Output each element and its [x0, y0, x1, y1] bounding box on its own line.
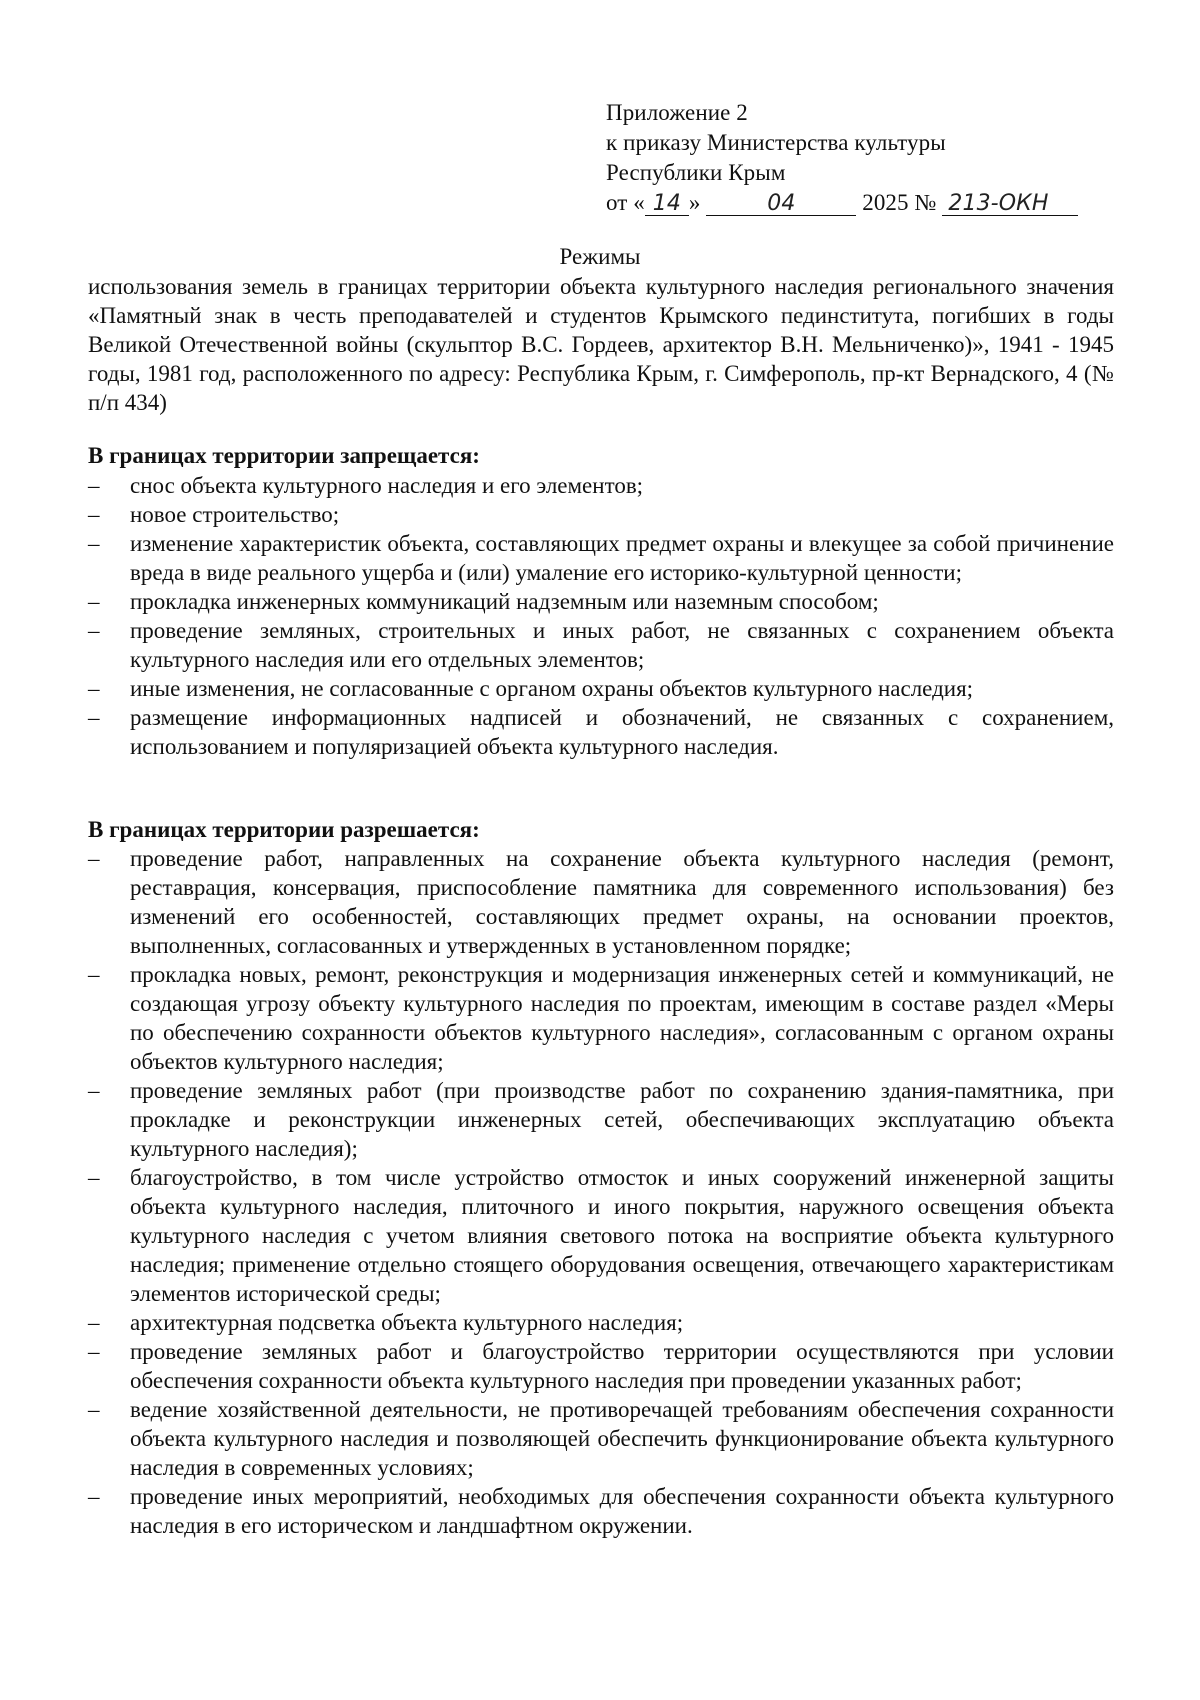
- handwritten-month: 04: [706, 193, 856, 216]
- list-item: [88, 1076, 1114, 1163]
- list-item: [88, 1482, 1114, 1540]
- list-item-text: благоустройство, в том числе устройство отмосток и иных сооружений инженерной защиты объекта культурного наследия, плиточного и иного покрытия, наружного освещения объекта культурного наследия с учетом влияния светового потока на восприятие объекта культурного наследия; применение отдельно стоящего оборудования освещения, отвечающего характеристикам элементов исторической среды;: [130, 1165, 1114, 1306]
- list-bullet: –: [88, 1078, 100, 1103]
- list-bullet: –: [88, 1339, 100, 1364]
- list-item: [88, 500, 1114, 529]
- order-reference: к приказу Министерства культуры: [606, 130, 946, 155]
- list-item-text: размещение информационных надписей и обозначений, не связанных с сохранением, использованием и популяризацией объекта культурного наследия.: [130, 705, 1114, 759]
- list-item-text: прокладка инженерных коммуникаций надземным или наземным способом;: [130, 589, 879, 614]
- list-item: [88, 844, 1114, 960]
- list-bullet: –: [88, 502, 100, 527]
- handwritten-day: 14: [645, 193, 689, 216]
- list-item: [88, 616, 1114, 674]
- list-item-text: проведение земляных работ и благоустройство территории осуществляются при условии обеспечения сохранности объекта культурного наследия при проведении указанных работ;: [130, 1339, 1114, 1393]
- list-item-text: архитектурная подсветка объекта культурного наследия;: [130, 1310, 684, 1335]
- allowed-heading: В границах территории разрешается:: [88, 817, 480, 842]
- list-bullet: –: [88, 618, 100, 643]
- list-item-text: снос объекта культурного наследия и его элементов;: [130, 473, 644, 498]
- list-item: [88, 674, 1114, 703]
- list-bullet: –: [88, 1165, 100, 1190]
- list-bullet: –: [88, 846, 100, 871]
- appendix-label: Приложение 2: [606, 100, 748, 125]
- ministry-region: Республики Крым: [606, 160, 786, 185]
- list-item: [88, 703, 1114, 761]
- list-item-text: проведение иных мероприятий, необходимых для обеспечения сохранности объекта культурного наследия в его историческом и ландшафтном окружении.: [130, 1484, 1114, 1538]
- list-bullet: –: [88, 676, 100, 701]
- list-item: [88, 471, 1114, 500]
- order-date-number: [606, 188, 1078, 218]
- appendix-header: [606, 98, 1078, 218]
- date-prefix: от «: [606, 190, 645, 215]
- list-item-text: проведение работ, направленных на сохранение объекта культурного наследия (ремонт, реставрация, консервация, приспособление памятника для современного использования) без изменений его особенностей, составляющих предмет охраны, на основании проектов, выполненных, согласованных и утвержденных в установленном порядке;: [130, 846, 1114, 958]
- list-item: [88, 587, 1114, 616]
- list-item-text: новое строительство;: [130, 502, 340, 527]
- list-bullet: –: [88, 962, 100, 987]
- year-text: 2025 №: [856, 190, 943, 215]
- list-bullet: –: [88, 1310, 100, 1335]
- forbidden-list: [88, 471, 1114, 761]
- day-suffix: »: [688, 190, 701, 215]
- list-item: [88, 960, 1114, 1076]
- list-bullet: –: [88, 531, 100, 556]
- document-title: Режимы: [559, 244, 641, 269]
- list-item-text: ведение хозяйственной деятельности, не противоречащей требованиям обеспечения сохранности объекта культурного наследия и позволяющей обеспечить функционирование объекта культурного наследия в современных условиях;: [130, 1397, 1114, 1480]
- list-bullet: –: [88, 705, 100, 730]
- list-item-text: проведение земляных, строительных и иных работ, не связанных с сохранением объекта культурного наследия или его отдельных элементов;: [130, 618, 1114, 672]
- list-item-text: прокладка новых, ремонт, реконструкция и модернизация инженерных сетей и коммуникаций, не создающая угрозу объекту культурного наследия по проектам, имеющим в составе раздел «Меры по обеспечению сохранности объектов культурного наследия», согласованным с органом охраны объектов культурного наследия;: [130, 962, 1114, 1074]
- list-item: [88, 1395, 1114, 1482]
- list-bullet: –: [88, 589, 100, 614]
- allowed-list: [88, 844, 1114, 1540]
- document-subtitle: использования земель в границах территории объекта культурного наследия регионального значения «Памятный знак в честь преподавателей и студентов Крымского пединститута, погибших в годы Великой Отечественной войны (скульптор В.С. Гордеев, архитектор В.Н. Мельниченко)», 1941 - 1945 годы, 1981 год, расположенного по адресу: Республика Крым, г. Симферополь, пр-кт Вернадского, 4 (№ п/п 434): [88, 274, 1114, 415]
- list-item-text: проведение земляных работ (при производстве работ по сохранению здания-памятника, при прокладке и реконструкции инженерных сетей, обеспечивающих эксплуатацию объекта культурного наследия);: [130, 1078, 1114, 1161]
- list-item-text: иные изменения, не согласованные с органом охраны объектов культурного наследия;: [130, 676, 974, 701]
- list-item: [88, 1163, 1114, 1308]
- list-item-text: изменение характеристик объекта, составляющих предмет охраны и влекущее за собой причинение вреда в виде реального ущерба и (или) умаление его историко-культурной ценности;: [130, 531, 1114, 585]
- list-bullet: –: [88, 473, 100, 498]
- forbidden-heading: В границах территории запрещается:: [88, 443, 480, 468]
- list-bullet: –: [88, 1397, 100, 1422]
- handwritten-order-number: 213-ОКН: [942, 193, 1078, 216]
- list-item: [88, 1337, 1114, 1395]
- list-bullet: –: [88, 1484, 100, 1509]
- list-item: [88, 1308, 1114, 1337]
- list-item: [88, 529, 1114, 587]
